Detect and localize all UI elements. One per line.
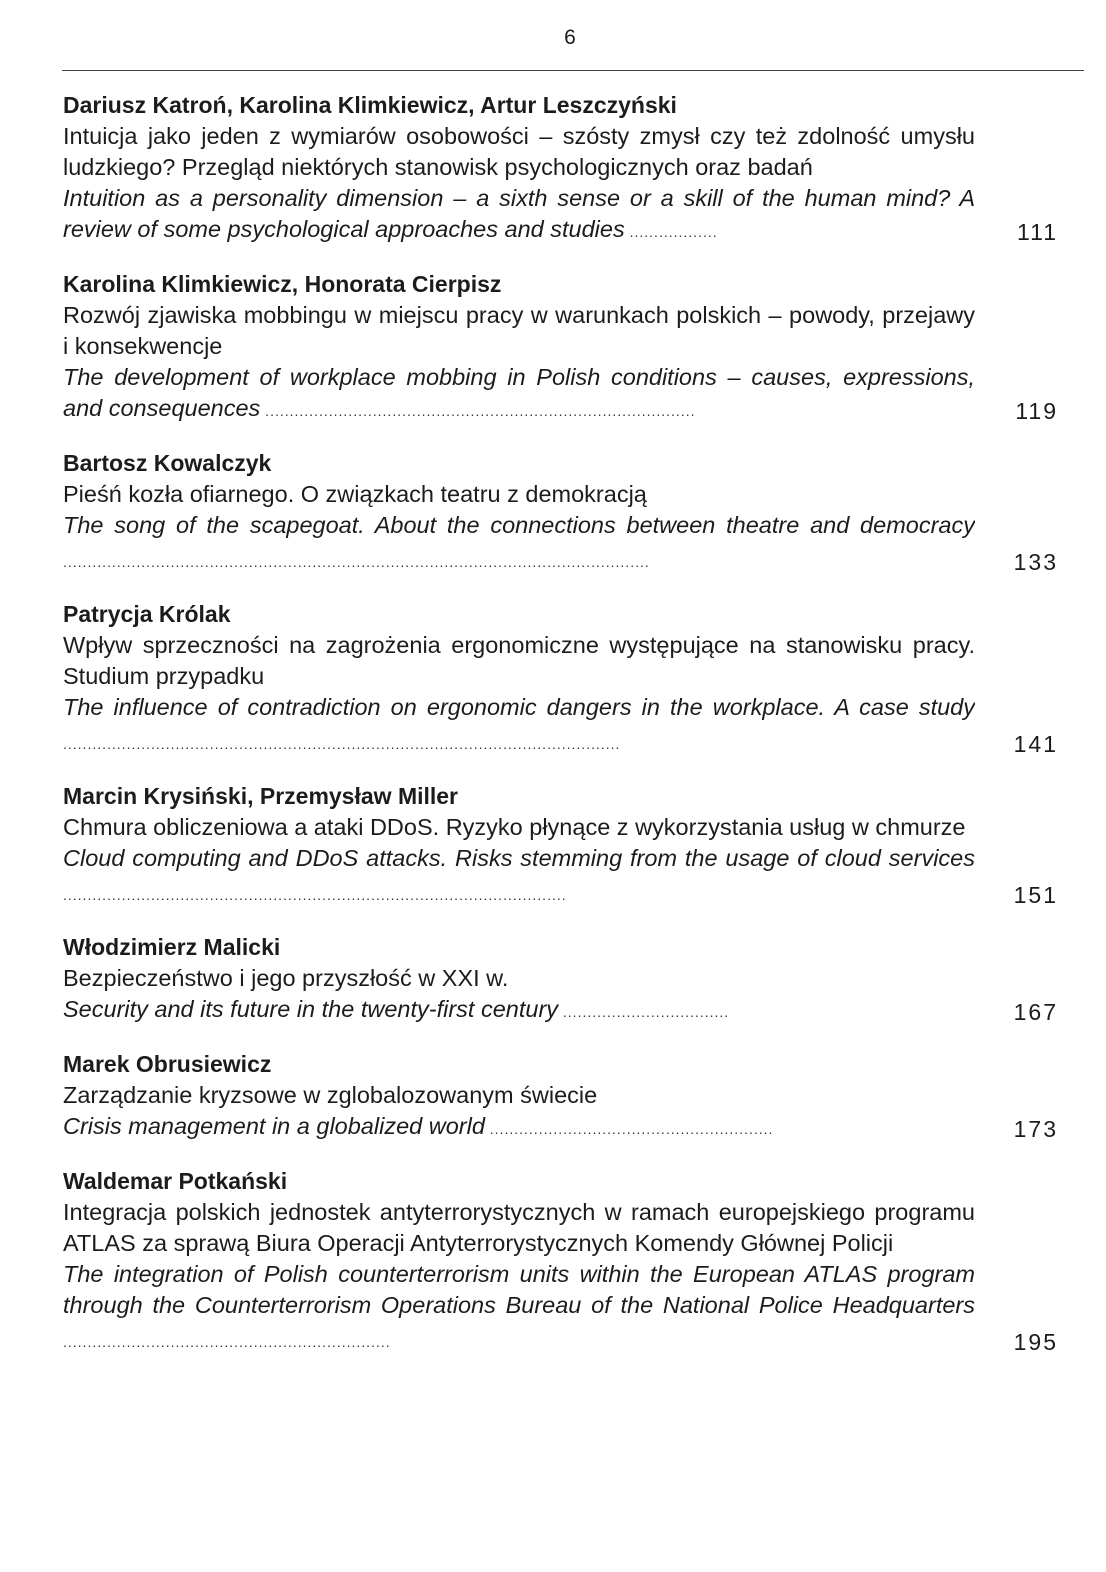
entry-authors: Dariusz Katroń, Karolina Klimkiewicz, Artur Leszczyński (63, 92, 677, 118)
dot-leader: ................................................................... (63, 1334, 391, 1350)
entry-authors: Karolina Klimkiewicz, Honorata Cierpisz (63, 271, 502, 297)
entry-title-pl: Bezpieczeństwo i jego przyszłość w XXI w. (63, 965, 509, 991)
toc-entry (63, 599, 1063, 760)
entry-page-number: 133 (1013, 549, 1058, 575)
entry-title-en: Cloud computing and DDoS attacks. Risks stemming from the usage of cloud services ....................................................................................................... (63, 845, 975, 903)
page-number: 6 (564, 26, 576, 49)
entry-authors: Waldemar Potkański (63, 1168, 288, 1194)
entry-authors: Marek Obrusiewicz (63, 1051, 272, 1077)
dot-leader: .................................................................................................................. (63, 736, 621, 752)
entry-title-en: Intuition as a personality dimension – a sixth sense or a skill of the human mind? A review of some psychological approaches and studies .................. (63, 185, 975, 242)
entry-authors: Patrycja Królak (63, 601, 231, 627)
entry-page-number: 151 (1013, 882, 1058, 908)
entry-title-en: Crisis management in a globalized world .......................................................... (63, 1113, 774, 1139)
entry-title-pl: Intuicja jako jeden z wymiarów osobowości – szósty zmysł czy też zdolność umysłu ludzkiego? Przegląd niektórych stanowisk psychologicznych oraz badań (63, 123, 975, 180)
entry-authors: Włodzimierz Malicki (63, 934, 281, 960)
dot-leader: ........................................................................................................................ (63, 554, 650, 570)
entry-title-en: Security and its future in the twenty-first century .................................. (63, 996, 730, 1022)
entry-title-pl: Integracja polskich jednostek antyterrorystycznych w ramach europejskiego programu ATLAS za sprawą Biura Operacji Antyterrorystycznych Komendy Głównej Policji (63, 1199, 975, 1256)
entry-title-pl: Zarządzanie kryzsowe w zglobalozowanym świecie (63, 1082, 598, 1108)
entry-authors: Marcin Krysiński, Przemysław Miller (63, 783, 459, 809)
dot-leader: .................. (624, 224, 718, 240)
toc-entry (63, 1049, 1063, 1145)
header-rule (62, 70, 1084, 71)
entry-page-number: 111 (1017, 219, 1058, 245)
toc-entry (63, 269, 1063, 427)
entry-title-en: The integration of Polish counterterrorism units within the European ATLAS program through the Counterterrorism Operations Bureau of the National Police Headquarters ................................................................... (63, 1261, 975, 1350)
entry-title-en: The development of workplace mobbing in Polish conditions – causes, expressions, and consequences ........................................................................................ (63, 364, 975, 421)
entry-title-pl: Wpływ sprzeczności na zagrożenia ergonomiczne występujące na stanowisku pracy. Studium przypadku (63, 632, 975, 689)
toc-entry (63, 90, 1063, 248)
toc-entry (63, 932, 1063, 1028)
entry-title-pl: Rozwój zjawiska mobbingu w miejscu pracy w warunkach polskich – powody, przejawy i konsekwencje (63, 302, 975, 359)
dot-leader: ....................................................................................................... (63, 887, 567, 903)
dot-leader: .......................................................... (484, 1121, 774, 1137)
entry-title-pl: Chmura obliczeniowa a ataki DDoS. Ryzyko płynące z wykorzystania usług w chmurze (63, 814, 966, 840)
dot-leader: ........................................................................................ (260, 403, 696, 419)
entry-page-number: 119 (1015, 398, 1058, 424)
entry-page-number: 167 (1013, 999, 1058, 1025)
toc-entry (63, 448, 1063, 578)
entry-page-number: 173 (1013, 1116, 1058, 1142)
dot-leader: .................................. (558, 1004, 730, 1020)
toc-entry (63, 1166, 1063, 1358)
entry-title-en: The song of the scapegoat. About the connections between theatre and democracy ........................................................................................................................ (63, 512, 975, 570)
toc-entry (63, 781, 1063, 911)
table-of-contents (63, 90, 1063, 1379)
entry-page-number: 195 (1013, 1329, 1058, 1355)
entry-title-pl: Pieśń kozła ofiarnego. O związkach teatru z demokracją (63, 481, 647, 507)
entry-title-en: The influence of contradiction on ergonomic dangers in the workplace. A case study .................................................................................................................. (63, 694, 975, 752)
entry-page-number: 141 (1013, 731, 1058, 757)
entry-authors: Bartosz Kowalczyk (63, 450, 272, 476)
